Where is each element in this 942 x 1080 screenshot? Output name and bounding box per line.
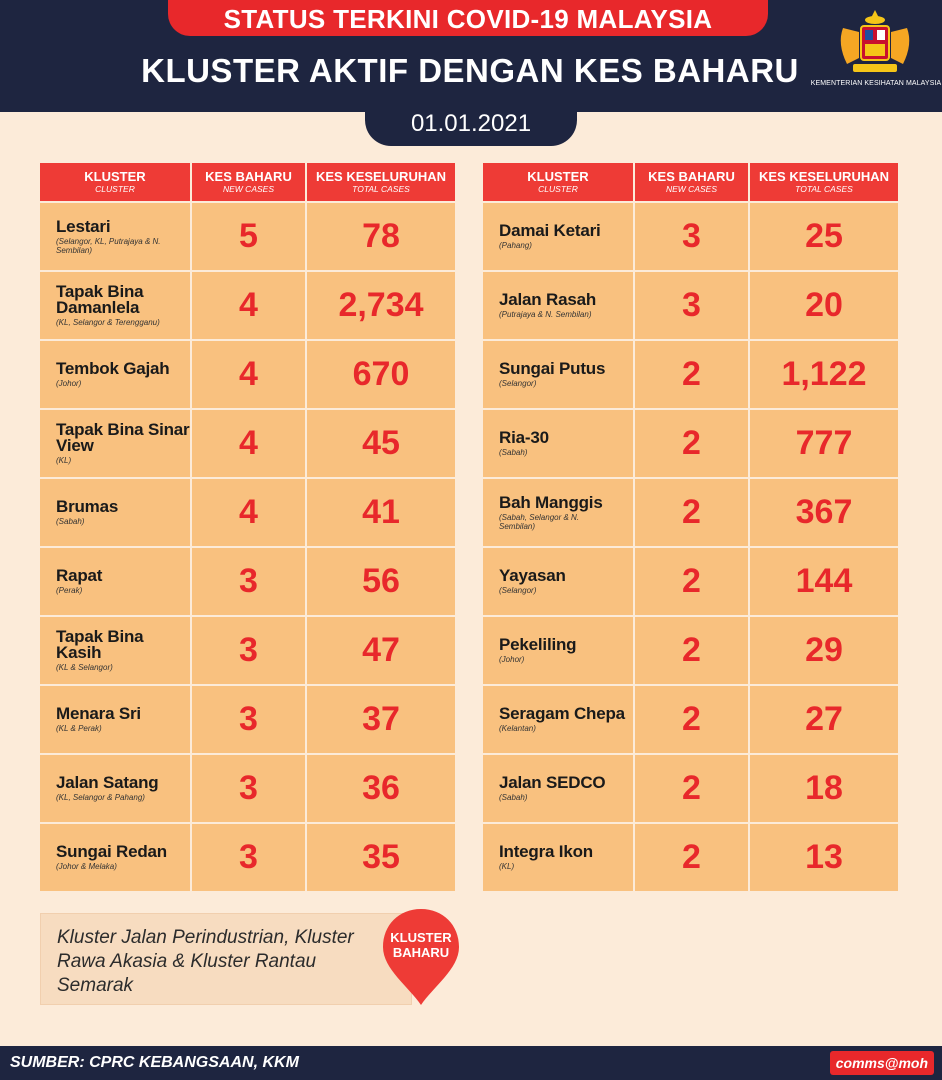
new-cases-value: 4 — [192, 479, 307, 546]
total-cases-value: 37 — [307, 686, 455, 753]
cluster-location: (Perak) — [56, 586, 83, 595]
cluster-name: Yayasan — [499, 566, 566, 585]
cluster-location: (KL, Selangor & Terengganu) — [56, 318, 160, 327]
col-header-total-cases: KES KESELURUHAN TOTAL CASES — [758, 169, 889, 194]
table-row — [483, 824, 898, 891]
new-cases-value: 2 — [635, 410, 750, 477]
new-cases-value: 3 — [192, 548, 307, 615]
cluster-location: (Sabah, Selangor & N. Sembilan) — [499, 512, 580, 531]
cluster-location: (Selangor) — [499, 586, 537, 595]
total-cases-value: 47 — [307, 617, 455, 684]
total-cases-value: 45 — [307, 410, 455, 477]
cluster-cell — [40, 410, 192, 477]
table-row — [483, 410, 898, 477]
cluster-location: (Sabah) — [499, 793, 528, 802]
new-cluster-badge: KLUSTER BAHARU — [390, 930, 452, 960]
cluster-location: (Johor) — [56, 379, 82, 388]
col-header-cluster: KLUSTER CLUSTER — [40, 163, 192, 201]
cluster-cell — [483, 410, 635, 477]
table-row — [40, 686, 455, 753]
ministry-name: KEMENTERIAN KESIHATAN MALAYSIA — [810, 80, 942, 87]
new-cases-value: 2 — [635, 686, 750, 753]
coat-of-arms-icon — [833, 8, 917, 76]
cluster-table-left — [40, 163, 455, 891]
new-cases-value: 2 — [635, 617, 750, 684]
new-cases-value: 4 — [192, 410, 307, 477]
table-row — [483, 755, 898, 822]
cluster-name: Seragam Chepa — [499, 704, 625, 723]
cluster-location: (Kelantan) — [499, 724, 536, 733]
cluster-location: (Sabah) — [499, 448, 528, 457]
cluster-location: (KL, Selangor & Pahang) — [56, 793, 145, 802]
col-header-cluster: KLUSTER CLUSTER — [483, 163, 635, 201]
table-row — [40, 755, 455, 822]
note-text: Kluster Jalan Perindustrian, Kluster Rawa Akasia & Kluster Rantau Semarak — [57, 927, 354, 996]
cluster-cell — [40, 479, 192, 546]
cluster-name: Lestari — [56, 216, 111, 236]
cluster-cell — [483, 341, 635, 408]
total-cases-value: 777 — [750, 410, 898, 477]
table-header — [483, 163, 898, 201]
cluster-name: Tembok Gajah — [56, 359, 170, 378]
cluster-cell — [483, 272, 635, 339]
cluster-location: (Putrajaya & N. Sembilan) — [499, 310, 592, 319]
table-row — [40, 341, 455, 408]
total-cases-value: 78 — [307, 203, 455, 270]
cluster-name: Rapat — [56, 566, 103, 585]
cluster-name: Bah Manggis — [499, 492, 603, 512]
cluster-cell — [483, 755, 635, 822]
cluster-cell — [483, 548, 635, 615]
cluster-location: (KL) — [56, 456, 72, 465]
cluster-location: (Selangor) — [499, 379, 537, 388]
new-clusters-note — [40, 913, 412, 1005]
footer — [0, 1046, 942, 1080]
col-header-new-cases: KES BAHARU NEW CASES — [635, 163, 750, 201]
new-cases-value: 5 — [192, 203, 307, 270]
cluster-location: (KL & Perak) — [56, 724, 102, 733]
total-cases-value: 41 — [307, 479, 455, 546]
total-cases-value: 367 — [750, 479, 898, 546]
table-row — [40, 824, 455, 891]
col-header-total-cases: KES KESELURUHAN TOTAL CASES — [315, 169, 446, 194]
cluster-cell — [40, 203, 192, 270]
new-cases-value: 3 — [192, 824, 307, 891]
cluster-location: (Johor) — [499, 655, 525, 664]
total-cases-value: 18 — [750, 755, 898, 822]
cluster-cell — [40, 755, 192, 822]
main-title: KLUSTER AKTIF DENGAN KES BAHARU — [141, 52, 799, 89]
table-row — [40, 203, 455, 270]
new-cases-value: 4 — [192, 272, 307, 339]
cluster-cell — [40, 272, 192, 339]
total-cases-value: 670 — [307, 341, 455, 408]
table-header — [40, 163, 455, 201]
cluster-location: (Pahang) — [499, 241, 532, 250]
cluster-cell — [483, 203, 635, 270]
total-cases-value: 1,122 — [750, 341, 898, 408]
new-cases-value: 2 — [635, 824, 750, 891]
cluster-location: (Johor & Melaka) — [56, 862, 117, 871]
social-handle: comms@moh — [830, 1051, 934, 1075]
cluster-cell — [483, 479, 635, 546]
cluster-cell — [40, 686, 192, 753]
cluster-name: Tapak Bina Sinar View — [56, 420, 190, 455]
new-cases-value: 4 — [192, 341, 307, 408]
table-row — [40, 617, 455, 684]
cluster-location: (KL & Selangor) — [56, 663, 113, 672]
status-title: STATUS TERKINI COVID-19 MALAYSIA — [168, 0, 768, 36]
new-cases-value: 3 — [192, 617, 307, 684]
header-banner — [0, 0, 942, 112]
cluster-name: Tapak Bina Damanlela — [56, 282, 144, 317]
total-cases-value: 56 — [307, 548, 455, 615]
col-header-new-cases: KES BAHARU NEW CASES — [192, 163, 307, 201]
total-cases-value: 29 — [750, 617, 898, 684]
cluster-name: Jalan Rasah — [499, 290, 597, 309]
cluster-name: Jalan Satang — [56, 773, 159, 792]
table-row — [483, 479, 898, 546]
new-cases-value: 2 — [635, 548, 750, 615]
new-cases-value: 3 — [635, 272, 750, 339]
cluster-cell — [483, 686, 635, 753]
total-cases-value: 13 — [750, 824, 898, 891]
table-row — [483, 617, 898, 684]
table-row — [483, 686, 898, 753]
table-row — [483, 272, 898, 339]
total-cases-value: 2,734 — [307, 272, 455, 339]
cluster-table-right — [483, 163, 898, 891]
cluster-name: Sungai Putus — [499, 359, 606, 378]
cluster-name: Pekeliling — [499, 635, 577, 654]
total-cases-value: 144 — [750, 548, 898, 615]
table-row — [483, 548, 898, 615]
cluster-cell — [40, 548, 192, 615]
cluster-name: Damai Ketari — [499, 221, 601, 240]
table-row — [40, 479, 455, 546]
cluster-cell — [40, 617, 192, 684]
cluster-name: Tapak Bina Kasih — [56, 627, 144, 662]
total-cases-value: 20 — [750, 272, 898, 339]
cluster-location: (Selangor, KL, Putrajaya & N. Sembilan) — [56, 236, 161, 255]
cluster-cell — [40, 824, 192, 891]
report-date: 01.01.2021 — [365, 100, 577, 146]
new-cases-value: 3 — [635, 203, 750, 270]
new-cases-value: 2 — [635, 479, 750, 546]
table-row — [40, 272, 455, 339]
total-cases-value: 27 — [750, 686, 898, 753]
table-row — [483, 203, 898, 270]
cluster-name: Menara Sri — [56, 704, 141, 723]
new-cases-value: 3 — [192, 686, 307, 753]
cluster-location: (Sabah) — [56, 517, 85, 526]
new-cases-value: 2 — [635, 341, 750, 408]
cluster-name: Brumas — [56, 497, 119, 516]
total-cases-value: 35 — [307, 824, 455, 891]
cluster-name: Jalan SEDCO — [499, 773, 606, 792]
total-cases-value: 36 — [307, 755, 455, 822]
cluster-name: Sungai Redan — [56, 842, 167, 861]
cluster-location: (KL) — [499, 862, 515, 871]
table-row — [40, 548, 455, 615]
table-row — [483, 341, 898, 408]
source-text: SUMBER: CPRC KEBANGSAAN, KKM — [10, 1054, 299, 1071]
cluster-name: Integra Ikon — [499, 842, 593, 861]
cluster-cell — [40, 341, 192, 408]
cluster-name: Ria-30 — [499, 428, 549, 447]
new-cases-value: 3 — [192, 755, 307, 822]
new-cases-value: 2 — [635, 755, 750, 822]
total-cases-value: 25 — [750, 203, 898, 270]
table-row — [40, 410, 455, 477]
cluster-cell — [483, 824, 635, 891]
cluster-cell — [483, 617, 635, 684]
